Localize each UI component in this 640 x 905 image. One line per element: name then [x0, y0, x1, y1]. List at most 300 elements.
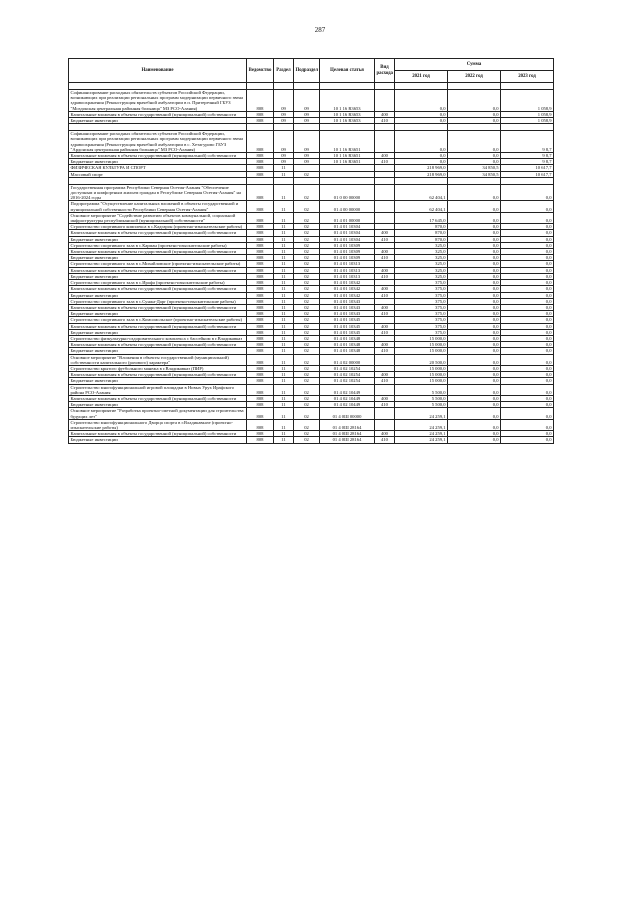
cell-2021: 0,0 [395, 153, 448, 159]
cell-2023: 10 617,7 [501, 165, 554, 171]
cell-vid: 410 [375, 348, 395, 354]
cell-vid: 400 [375, 286, 395, 292]
table-row [69, 354, 554, 365]
cell-name: Строительство спортивного зала в с.Сунжа-Дарг (проектно-изыскательские работы) [69, 298, 247, 304]
cell-2022: 0,0 [448, 255, 501, 261]
cell-name: Бюджетные инвестиции [69, 311, 247, 317]
cell-podrazdel: 02 [294, 184, 320, 201]
cell-2021: 5 500,0 [395, 395, 448, 401]
cell-2021: 62 404,1 [395, 201, 448, 212]
cell-celevaya: 10 1 16 R3653 [320, 111, 375, 117]
header-summa: Сумма [395, 59, 554, 71]
cell-celevaya: 01 4 01 10348 [320, 335, 375, 341]
cell-name: Капитальные вложения в объекты государственной (муниципальной) собственности [69, 372, 247, 378]
cell-podrazdel: 02 [294, 236, 320, 242]
budget-table [68, 58, 554, 444]
cell-2023: 0,0 [501, 249, 554, 255]
cell-vid: 410 [375, 329, 395, 335]
cell-podrazdel: 09 [294, 159, 320, 165]
cell-name: Государственная программа Республики Северная Осетия-Алания "Обеспечение доступным и комфортным жильем граждан в Республике Северная Осетия-Алания" на 2016-2024 годы [69, 184, 247, 201]
cell-name: Бюджетные инвестиции [69, 255, 247, 261]
cell-2023: 0,0 [501, 230, 554, 236]
cell-name: Основное мероприятие "Содействие развитию объектов коммунальной, социальной инфраструктуры республиканской (муниципальной) собственности" [69, 212, 247, 223]
cell-celevaya: 01 4 01 10304 [320, 224, 375, 230]
cell-vid [375, 90, 395, 112]
cell-celevaya: 01 4 01 10343 [320, 298, 375, 304]
cell-celevaya: 01 4 00 00000 [320, 201, 375, 212]
cell-vedomstvo: 808 [247, 165, 274, 171]
cell-razdel: 11 [274, 165, 294, 171]
gap-cell [320, 83, 375, 90]
cell-2021: 325,0 [395, 255, 448, 261]
cell-2022: 0,0 [448, 298, 501, 304]
cell-2022: 0,0 [448, 378, 501, 384]
cell-2023: 0,0 [501, 255, 554, 261]
cell-2021: 15 000,0 [395, 372, 448, 378]
cell-name: ФИЗИЧЕСКАЯ КУЛЬТУРА И СПОРТ [69, 165, 247, 171]
cell-podrazdel: 02 [294, 255, 320, 261]
cell-podrazdel: 02 [294, 267, 320, 273]
cell-2023: 9 8,7 [501, 153, 554, 159]
cell-2021: 325,0 [395, 273, 448, 279]
cell-podrazdel: 02 [294, 201, 320, 212]
cell-2021: 17 645,0 [395, 212, 448, 223]
cell-name: Бюджетные инвестиции [69, 236, 247, 242]
cell-vid: 410 [375, 159, 395, 165]
cell-razdel: 11 [274, 365, 294, 371]
gap-cell [395, 83, 448, 90]
gap-cell [69, 83, 247, 90]
cell-2023: 0,0 [501, 354, 554, 365]
table-row [69, 437, 554, 443]
cell-vid [375, 419, 395, 430]
cell-razdel: 11 [274, 437, 294, 443]
cell-podrazdel: 02 [294, 372, 320, 378]
cell-vedomstvo: 808 [247, 90, 274, 112]
cell-celevaya: 10 1 16 R3653 [320, 90, 375, 112]
cell-razdel: 11 [274, 354, 294, 365]
cell-vid: 400 [375, 230, 395, 236]
cell-celevaya: 01 4 01 10348 [320, 348, 375, 354]
cell-razdel: 11 [274, 249, 294, 255]
cell-vedomstvo: 808 [247, 131, 274, 153]
cell-2023: 0,0 [501, 329, 554, 335]
cell-vedomstvo: 808 [247, 378, 274, 384]
table-row [69, 408, 554, 419]
cell-razdel: 11 [274, 273, 294, 279]
cell-razdel: 11 [274, 317, 294, 323]
cell-podrazdel: 09 [294, 131, 320, 153]
cell-celevaya: 10 1 16 R3651 [320, 153, 375, 159]
cell-2021: 24 259,1 [395, 408, 448, 419]
cell-2022: 0,0 [448, 323, 501, 329]
cell-vedomstvo: 808 [247, 323, 274, 329]
cell-podrazdel: 02 [294, 280, 320, 286]
cell-vedomstvo: 808 [247, 372, 274, 378]
gap-cell [375, 124, 395, 131]
cell-name: Строительство крытого футбольного манежа в г.Владикавказ (ПИР) [69, 365, 247, 371]
cell-razdel: 11 [274, 286, 294, 292]
cell-celevaya: 01 4 01 10345 [320, 329, 375, 335]
cell-2021: 0,0 [395, 159, 448, 165]
cell-razdel: 11 [274, 335, 294, 341]
gap-cell [247, 124, 274, 131]
cell-vedomstvo: 808 [247, 171, 274, 177]
cell-2022: 0,0 [448, 90, 501, 112]
cell-celevaya: 01 4 01 10342 [320, 286, 375, 292]
page-number: 287 [314, 26, 326, 34]
cell-celevaya: 01 4 0Ш 00000 [320, 408, 375, 419]
cell-vid: 400 [375, 267, 395, 273]
cell-name: Массовый спорт [69, 171, 247, 177]
cell-vedomstvo: 808 [247, 311, 274, 317]
table-row [69, 201, 554, 212]
cell-2022: 0,0 [448, 329, 501, 335]
gap-cell [501, 177, 554, 184]
cell-razdel: 09 [274, 159, 294, 165]
cell-vedomstvo: 808 [247, 111, 274, 117]
cell-vid: 410 [375, 378, 395, 384]
cell-2022: 0,0 [448, 249, 501, 255]
cell-2023: 9 8,7 [501, 131, 554, 153]
cell-2022: 0,0 [448, 261, 501, 267]
cell-2022: 34 850,5 [448, 165, 501, 171]
cell-razdel: 11 [274, 431, 294, 437]
cell-vedomstvo: 808 [247, 329, 274, 335]
cell-name: Бюджетные инвестиции [69, 402, 247, 408]
cell-razdel: 11 [274, 184, 294, 201]
cell-vedomstvo: 808 [247, 242, 274, 248]
cell-podrazdel: 02 [294, 286, 320, 292]
cell-razdel: 11 [274, 255, 294, 261]
cell-2021: 0,0 [395, 90, 448, 112]
cell-2022: 0,0 [448, 408, 501, 419]
cell-vedomstvo: 808 [247, 304, 274, 310]
cell-razdel: 11 [274, 201, 294, 212]
cell-razdel: 11 [274, 298, 294, 304]
cell-razdel: 11 [274, 311, 294, 317]
cell-podrazdel: 02 [294, 419, 320, 430]
cell-name: Бюджетные инвестиции [69, 437, 247, 443]
cell-2023: 0,0 [501, 431, 554, 437]
cell-vedomstvo: 808 [247, 236, 274, 242]
cell-2023: 0,0 [501, 384, 554, 395]
cell-2021: 24 259,1 [395, 419, 448, 430]
cell-razdel: 11 [274, 230, 294, 236]
cell-name: Строительство многофункциональной игровой площадки в Новых Урух Ирафского района РСО-Алания [69, 384, 247, 395]
cell-name: Бюджетные инвестиции [69, 348, 247, 354]
cell-name: Строительство спортивного комплекса в с.Кадгарон (проектно-изыскательские работы) [69, 224, 247, 230]
cell-razdel: 09 [274, 131, 294, 153]
cell-vedomstvo: 808 [247, 201, 274, 212]
cell-name: Капитальные вложения в объекты государственной (муниципальной) собственности [69, 286, 247, 292]
cell-2022: 0,0 [448, 354, 501, 365]
cell-vid [375, 354, 395, 365]
cell-2022: 0,0 [448, 431, 501, 437]
cell-2021: 15 000,0 [395, 378, 448, 384]
cell-vid: 400 [375, 372, 395, 378]
cell-2023: 0,0 [501, 286, 554, 292]
cell-vedomstvo: 808 [247, 118, 274, 124]
cell-razdel: 11 [274, 378, 294, 384]
cell-2022: 0,0 [448, 437, 501, 443]
gap-cell [375, 177, 395, 184]
cell-2023: 0,0 [501, 437, 554, 443]
cell-vedomstvo: 808 [247, 402, 274, 408]
cell-razdel: 11 [274, 261, 294, 267]
cell-2022: 0,0 [448, 292, 501, 298]
cell-name: Бюджетные инвестиции [69, 329, 247, 335]
gap-cell [395, 177, 448, 184]
cell-name: Строительство физкультурно-оздоровительного комплекса с бассейном в г.Владикавказ [69, 335, 247, 341]
cell-celevaya: 01 4 02 10254 [320, 372, 375, 378]
gap-cell [501, 124, 554, 131]
cell-celevaya: 01 4 0Ш 28164 [320, 419, 375, 430]
cell-vid [375, 384, 395, 395]
cell-2022: 0,0 [448, 402, 501, 408]
cell-razdel: 11 [274, 292, 294, 298]
row-gap [69, 124, 554, 131]
cell-celevaya: 10 1 16 R3653 [320, 118, 375, 124]
gap-cell [274, 124, 294, 131]
cell-podrazdel: 02 [294, 171, 320, 177]
cell-name: Капитальные вложения в объекты государственной (муниципальной) собственности [69, 342, 247, 348]
cell-razdel: 11 [274, 212, 294, 223]
cell-name: Бюджетные инвестиции [69, 159, 247, 165]
cell-vedomstvo: 808 [247, 395, 274, 401]
cell-vedomstvo: 808 [247, 159, 274, 165]
cell-celevaya: 01 4 01 10313 [320, 261, 375, 267]
table-row [69, 184, 554, 201]
table-header [69, 59, 554, 83]
cell-podrazdel: 02 [294, 224, 320, 230]
cell-vedomstvo: 808 [247, 230, 274, 236]
cell-name: Бюджетные инвестиции [69, 273, 247, 279]
cell-podrazdel: 09 [294, 153, 320, 159]
cell-2023: 0,0 [501, 184, 554, 201]
cell-name: Капитальные вложения в объекты государственной (муниципальной) собственности [69, 267, 247, 273]
cell-celevaya: 01 4 01 10348 [320, 342, 375, 348]
cell-2021: 0,0 [395, 131, 448, 153]
cell-celevaya: 01 4 01 10309 [320, 255, 375, 261]
cell-celevaya: 01 4 01 10304 [320, 230, 375, 236]
header-celevaya: Целевая статья [320, 59, 375, 83]
gap-cell [69, 177, 247, 184]
cell-name: Основное мероприятие "Вложения в объекты государственной (муниципальной) собственности капитального (разового) характера" [69, 354, 247, 365]
cell-razdel: 11 [274, 171, 294, 177]
cell-celevaya: 01 4 0Ш 28164 [320, 437, 375, 443]
cell-razdel: 11 [274, 342, 294, 348]
cell-celevaya: 01 4 02 10449 [320, 402, 375, 408]
cell-2021: 62 404,1 [395, 184, 448, 201]
cell-2023: 0,0 [501, 298, 554, 304]
cell-2023: 0,0 [501, 348, 554, 354]
cell-vid: 400 [375, 249, 395, 255]
cell-2023: 0,0 [501, 365, 554, 371]
cell-2022: 0,0 [448, 280, 501, 286]
cell-name: Строительство спортивного зала в с.Комсомольское (проектно-изыскательские работы) [69, 317, 247, 323]
cell-podrazdel: 02 [294, 437, 320, 443]
cell-2022: 0,0 [448, 242, 501, 248]
cell-name: Основное мероприятие "Разработка проектно-сметной документации для строительства будущих лет" [69, 408, 247, 419]
cell-2023: 0,0 [501, 311, 554, 317]
cell-vedomstvo: 808 [247, 419, 274, 430]
cell-name: Капитальные вложения в объекты государственной (муниципальной) собственности [69, 304, 247, 310]
cell-2023: 0,0 [501, 212, 554, 223]
cell-razdel: 11 [274, 372, 294, 378]
cell-vedomstvo: 808 [247, 267, 274, 273]
cell-vid: 410 [375, 273, 395, 279]
cell-razdel: 11 [274, 419, 294, 430]
cell-2023: 1 058,9 [501, 118, 554, 124]
cell-2022: 34 850,5 [448, 171, 501, 177]
cell-2023: 0,0 [501, 292, 554, 298]
cell-2021: 24 259,1 [395, 431, 448, 437]
cell-2023: 0,0 [501, 304, 554, 310]
cell-vedomstvo: 808 [247, 224, 274, 230]
cell-razdel: 09 [274, 118, 294, 124]
cell-2021: 375,0 [395, 323, 448, 329]
table-row [69, 131, 554, 153]
cell-vedomstvo: 808 [247, 212, 274, 223]
cell-vid: 400 [375, 153, 395, 159]
cell-2023: 0,0 [501, 335, 554, 341]
cell-vid: 410 [375, 255, 395, 261]
cell-2022: 0,0 [448, 212, 501, 223]
table-body [69, 83, 554, 444]
cell-celevaya: 01 4 01 10313 [320, 273, 375, 279]
header-name: Наименование [69, 59, 247, 83]
cell-2023: 0,0 [501, 236, 554, 242]
cell-2022: 0,0 [448, 224, 501, 230]
cell-2021: 870,0 [395, 224, 448, 230]
cell-2021: 375,0 [395, 298, 448, 304]
cell-2023: 1 058,9 [501, 111, 554, 117]
table-row [69, 212, 554, 223]
cell-podrazdel: 09 [294, 118, 320, 124]
cell-celevaya: 10 1 16 R3651 [320, 159, 375, 165]
cell-celevaya: 01 4 01 10343 [320, 304, 375, 310]
cell-podrazdel: 02 [294, 230, 320, 236]
cell-2022: 0,0 [448, 365, 501, 371]
cell-name: Строительство многофункционального Дворца спорта в г.Владикавказе (проектно-изыскательские работы) [69, 419, 247, 430]
cell-vedomstvo: 808 [247, 292, 274, 298]
gap-cell [448, 83, 501, 90]
cell-podrazdel: 02 [294, 292, 320, 298]
cell-vedomstvo: 808 [247, 317, 274, 323]
cell-2023: 10 617,7 [501, 171, 554, 177]
cell-vid: 410 [375, 292, 395, 298]
cell-2023: 0,0 [501, 402, 554, 408]
cell-2022: 0,0 [448, 184, 501, 201]
cell-razdel: 11 [274, 304, 294, 310]
cell-2022: 0,0 [448, 304, 501, 310]
cell-2023: 0,0 [501, 395, 554, 401]
cell-2022: 0,0 [448, 311, 501, 317]
cell-2021: 218 969,0 [395, 165, 448, 171]
cell-vedomstvo: 808 [247, 255, 274, 261]
cell-celevaya: 10 1 16 R3651 [320, 131, 375, 153]
cell-2022: 0,0 [448, 395, 501, 401]
gap-cell [320, 124, 375, 131]
cell-2021: 24 259,1 [395, 437, 448, 443]
cell-vid [375, 408, 395, 419]
cell-name: Капитальные вложения в объекты государственной (муниципальной) собственности [69, 111, 247, 117]
cell-2022: 0,0 [448, 286, 501, 292]
cell-2023: 0,0 [501, 201, 554, 212]
gap-cell [69, 124, 247, 131]
cell-celevaya: 01 4 01 00000 [320, 212, 375, 223]
cell-2021: 0,0 [395, 111, 448, 117]
cell-vid: 400 [375, 342, 395, 348]
cell-podrazdel: 02 [294, 317, 320, 323]
cell-podrazdel: 02 [294, 378, 320, 384]
cell-2021: 15 000,0 [395, 365, 448, 371]
cell-razdel: 11 [274, 408, 294, 419]
cell-razdel: 11 [274, 402, 294, 408]
cell-vid: 400 [375, 395, 395, 401]
cell-celevaya: 01 4 02 00000 [320, 354, 375, 365]
cell-name: Софинансирование расходных обязательств субъектов Российской Федерации, возникающих при реализации региональных программ модернизации первичного звена здравоохранения (Реконструкция врачебной амбулатории в с. Хетагурово ГБУЗ "Ардонская центральная районная больница" МЗ РСО-Алания) [69, 131, 247, 153]
cell-2022: 0,0 [448, 267, 501, 273]
cell-podrazdel: 02 [294, 395, 320, 401]
cell-vedomstvo: 808 [247, 408, 274, 419]
cell-vid: 400 [375, 304, 395, 310]
cell-name: Строительство спортивного зала в с.Ирафа (проектно-изыскательские работы) [69, 280, 247, 286]
cell-celevaya: 01 4 01 10309 [320, 242, 375, 248]
cell-name: Строительство спортивного зала в с.Михайловское (проектно-изыскательские работы) [69, 261, 247, 267]
cell-2021: 5 500,0 [395, 384, 448, 395]
gap-cell [247, 177, 274, 184]
cell-2021: 5 500,0 [395, 402, 448, 408]
cell-2023: 1 058,9 [501, 90, 554, 112]
cell-podrazdel: 09 [294, 111, 320, 117]
gap-cell [294, 83, 320, 90]
cell-podrazdel: 02 [294, 273, 320, 279]
cell-podrazdel: 02 [294, 298, 320, 304]
gap-cell [375, 83, 395, 90]
cell-razdel: 11 [274, 384, 294, 395]
cell-vid: 410 [375, 236, 395, 242]
cell-celevaya: 01 4 01 10345 [320, 317, 375, 323]
cell-2022: 0,0 [448, 236, 501, 242]
cell-celevaya: 01 4 02 10254 [320, 378, 375, 384]
cell-celevaya: 01 4 01 10313 [320, 267, 375, 273]
gap-cell [294, 124, 320, 131]
cell-2023: 0,0 [501, 267, 554, 273]
cell-2023: 0,0 [501, 378, 554, 384]
cell-name: Подпрограмма "Осуществление капитальных вложений в объекты государственной и муниципальной собственности Республики Северная Осетия-Алания" [69, 201, 247, 212]
cell-2023: 0,0 [501, 224, 554, 230]
table-row [69, 384, 554, 395]
cell-2021: 375,0 [395, 280, 448, 286]
cell-2022: 0,0 [448, 419, 501, 430]
cell-razdel: 09 [274, 111, 294, 117]
cell-2021: 870,0 [395, 236, 448, 242]
cell-vid: 400 [375, 431, 395, 437]
cell-vid [375, 212, 395, 223]
cell-2022: 0,0 [448, 335, 501, 341]
cell-2023: 0,0 [501, 408, 554, 419]
cell-vedomstvo: 808 [247, 184, 274, 201]
cell-2021: 375,0 [395, 311, 448, 317]
cell-2023: 0,0 [501, 261, 554, 267]
cell-2022: 0,0 [448, 159, 501, 165]
cell-podrazdel: 02 [294, 342, 320, 348]
cell-2021: 325,0 [395, 249, 448, 255]
gap-cell [501, 83, 554, 90]
cell-2023: 0,0 [501, 317, 554, 323]
